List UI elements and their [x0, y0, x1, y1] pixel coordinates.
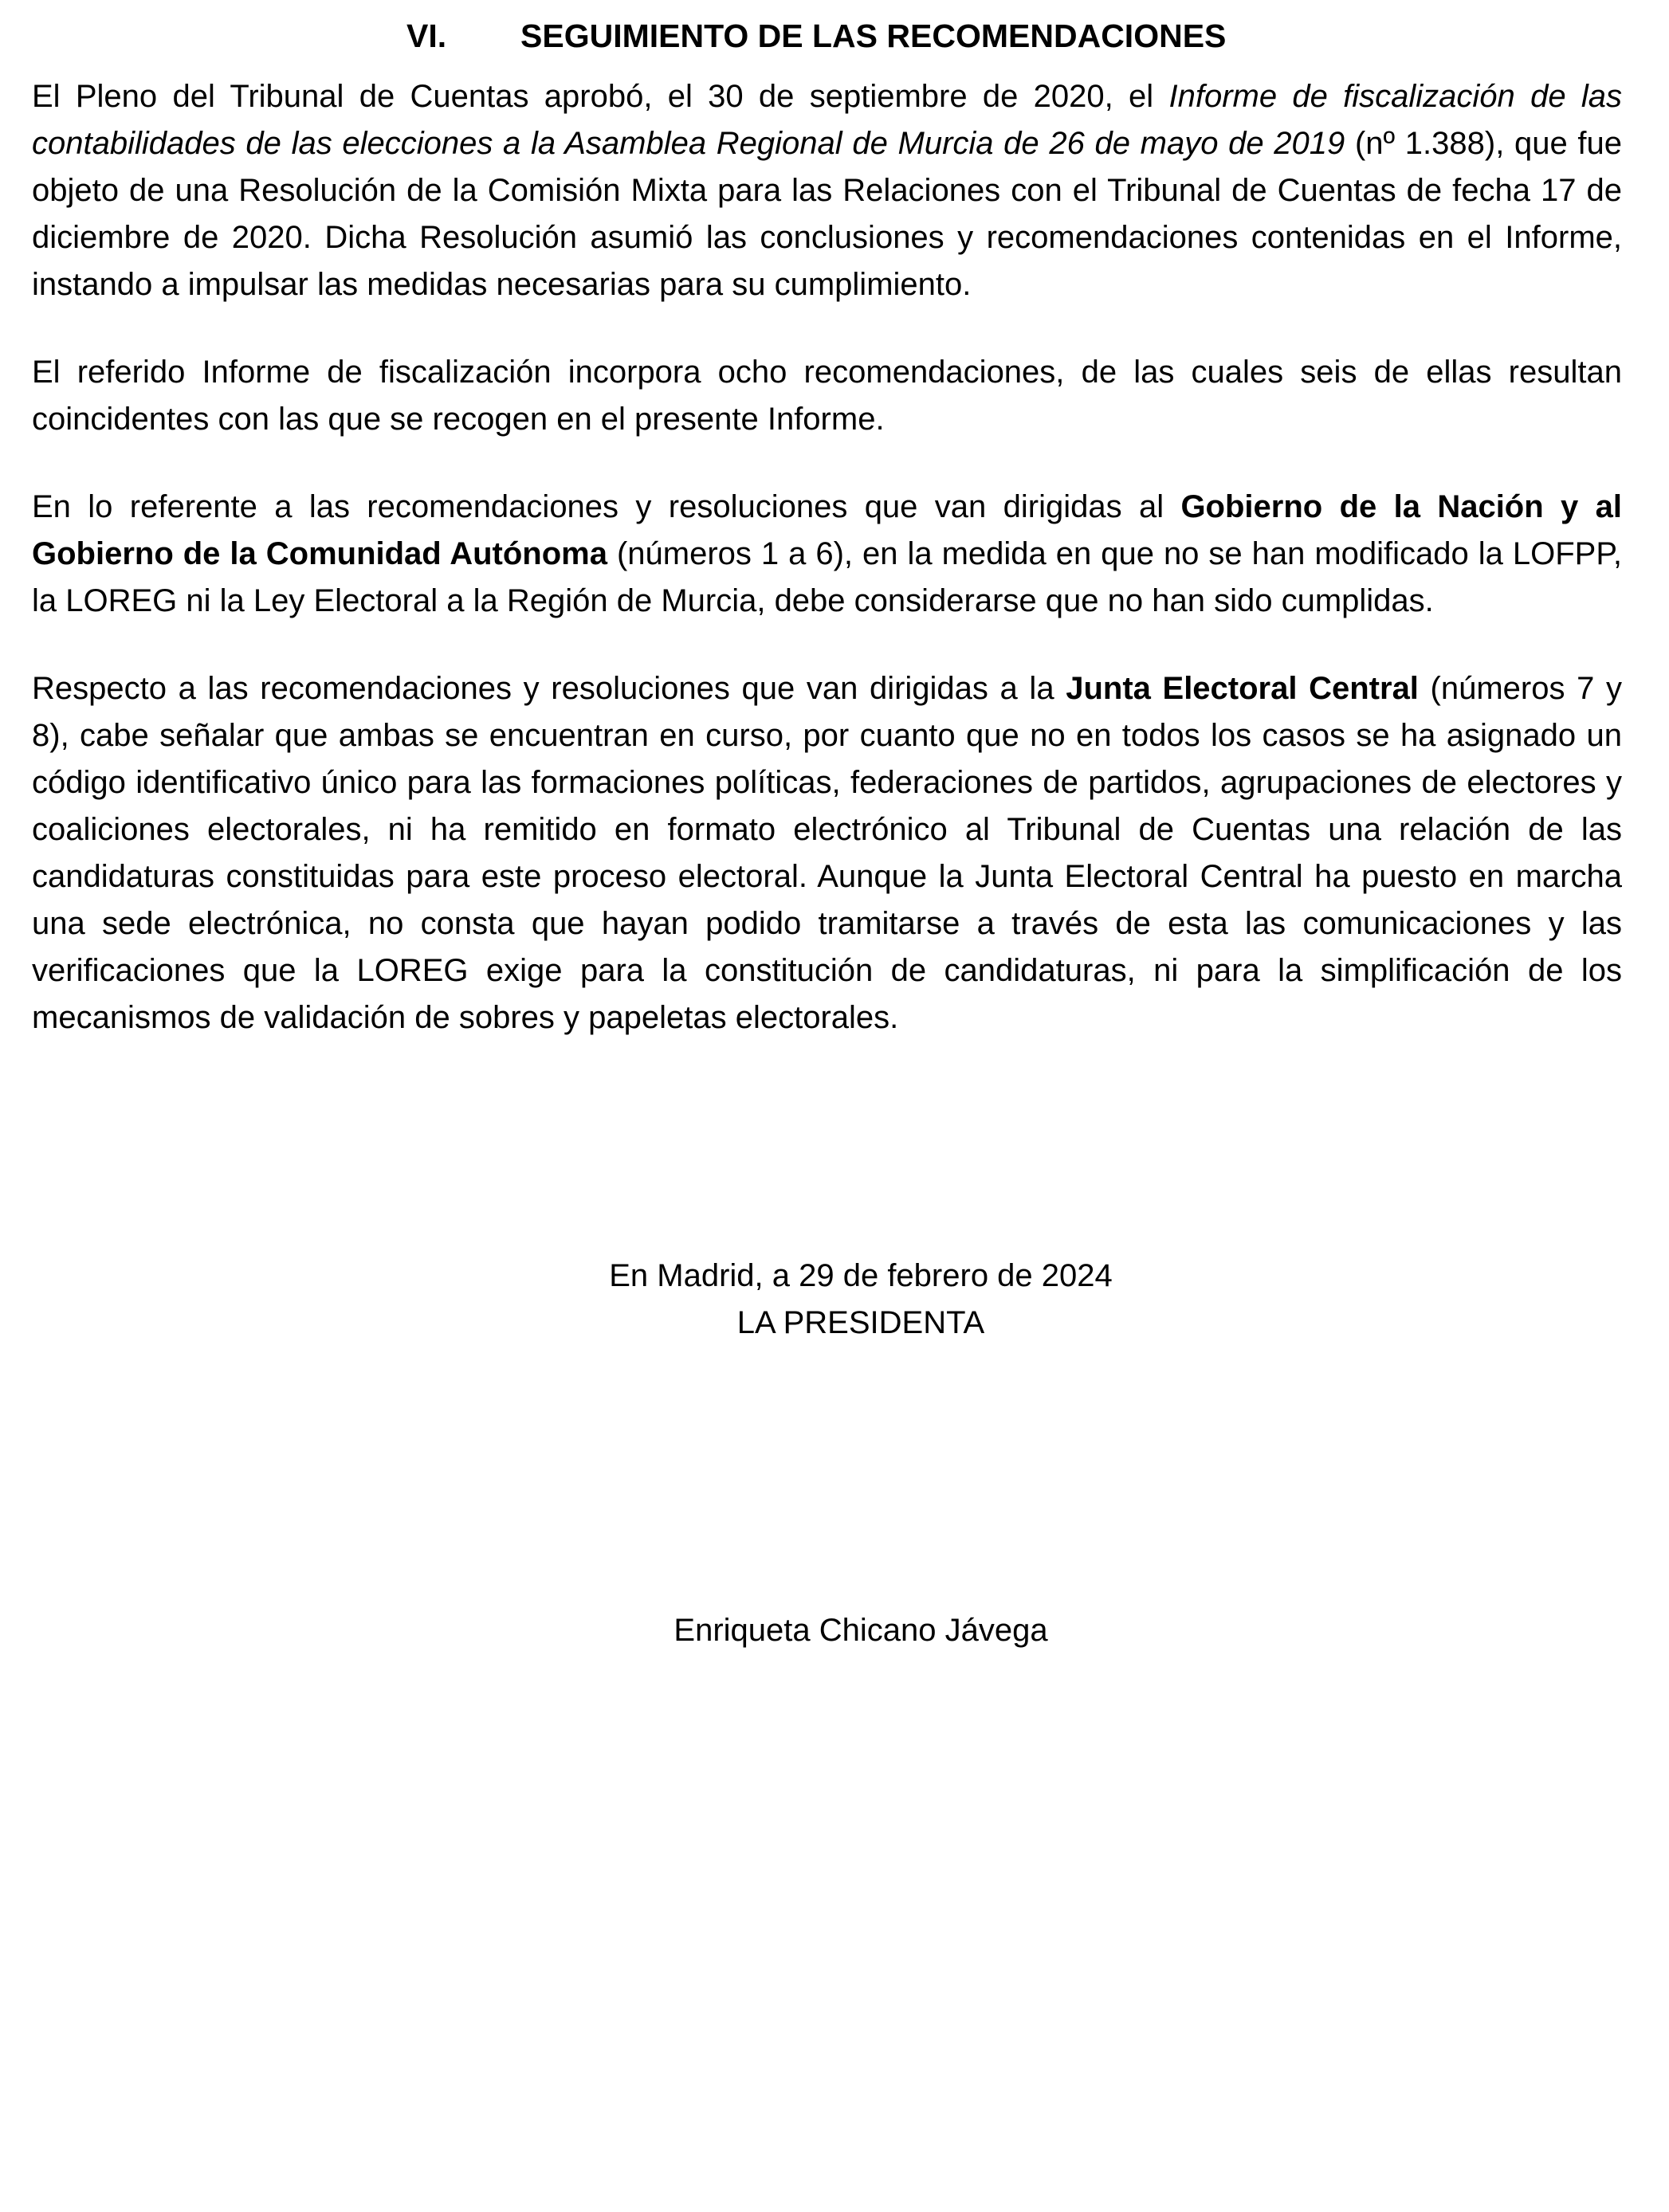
paragraph-3-text-c: (números 1 a 6), en la medida en que no se han modificado la LOFPP, la LOREG ni la Ley Electoral a la Región de Murcia, debe considerarse que no han sido cumplidas. — [32, 536, 1622, 618]
section-heading — [32, 0, 1622, 73]
paragraph-1-text-a: El Pleno del Tribunal de Cuentas aprobó, el 30 de septiembre de 2020, el — [32, 79, 1169, 114]
junta-electoral-bold: Junta Electoral Central — [1066, 671, 1419, 706]
section-number: VI. — [406, 18, 447, 54]
paragraph-3-text-a: En lo referente a las recomendaciones y resoluciones que van dirigidas al — [32, 489, 1181, 524]
signature-role — [0, 1300, 1669, 1347]
document-page — [32, 0, 1622, 1041]
government-bold: Gobierno de la Nación y al Gobierno de la Comunidad Autónoma — [32, 489, 1622, 571]
paragraph-3 — [32, 484, 1622, 625]
signature-place-date — [0, 1253, 1669, 1300]
section-title: SEGUIMIENTO DE LAS RECOMENDACIONES — [520, 18, 1227, 54]
name-text: Enriqueta Chicano Jávega — [673, 1613, 1048, 1648]
paragraph-4-text-c: (números 7 y 8), cabe señalar que ambas se encuentran en curso, por cuanto que no en todos los casos se ha asignado un código identificativo único para las formaciones políticas, federaciones de partidos, agrupaciones de electores y coaliciones electorales, ni ha remitido en formato electrónico al Tribunal de Cuentas una relación de las candidaturas constituidas para este proceso electoral. Aunque la Junta Electoral Central ha puesto en marcha una sede electrónica, no consta que hayan podido tramitarse a través de esta las comunicaciones y las verificaciones que la LOREG exige para la constitución de candidaturas, ni para la simplificación de los mecanismos de validación de sobres y papeletas electorales. — [32, 671, 1623, 1035]
place-date-text: En Madrid, a 29 de febrero de 2024 — [609, 1258, 1113, 1293]
paragraph-4 — [32, 665, 1622, 1041]
report-title-italic: Informe de fiscalización de las contabilidades de las elecciones a la Asamblea Regional de Murcia de 26 de mayo de 2019 — [32, 79, 1622, 161]
paragraph-1 — [32, 73, 1622, 308]
role-text: LA PRESIDENTA — [736, 1305, 985, 1340]
paragraph-1-text-c: (nº 1.388), que fue objeto de una Resolución de la Comisión Mixta para las Relaciones con el Tribunal de Cuentas de fecha 17 de diciembre de 2020. Dicha Resolución asumió las conclusiones y recomendaciones contenidas en el Informe, instando a impulsar las medidas necesarias para su cumplimiento. — [32, 126, 1622, 302]
paragraph-2: El referido Informe de fiscalización incorpora ocho recomendaciones, de las cuales seis de ellas resultan coincidentes con las que se recogen en el presente Informe. — [32, 355, 1622, 437]
paragraph-4-text-a: Respecto a las recomendaciones y resoluciones que van dirigidas a la — [32, 671, 1066, 706]
signature-name — [0, 1607, 1669, 1654]
